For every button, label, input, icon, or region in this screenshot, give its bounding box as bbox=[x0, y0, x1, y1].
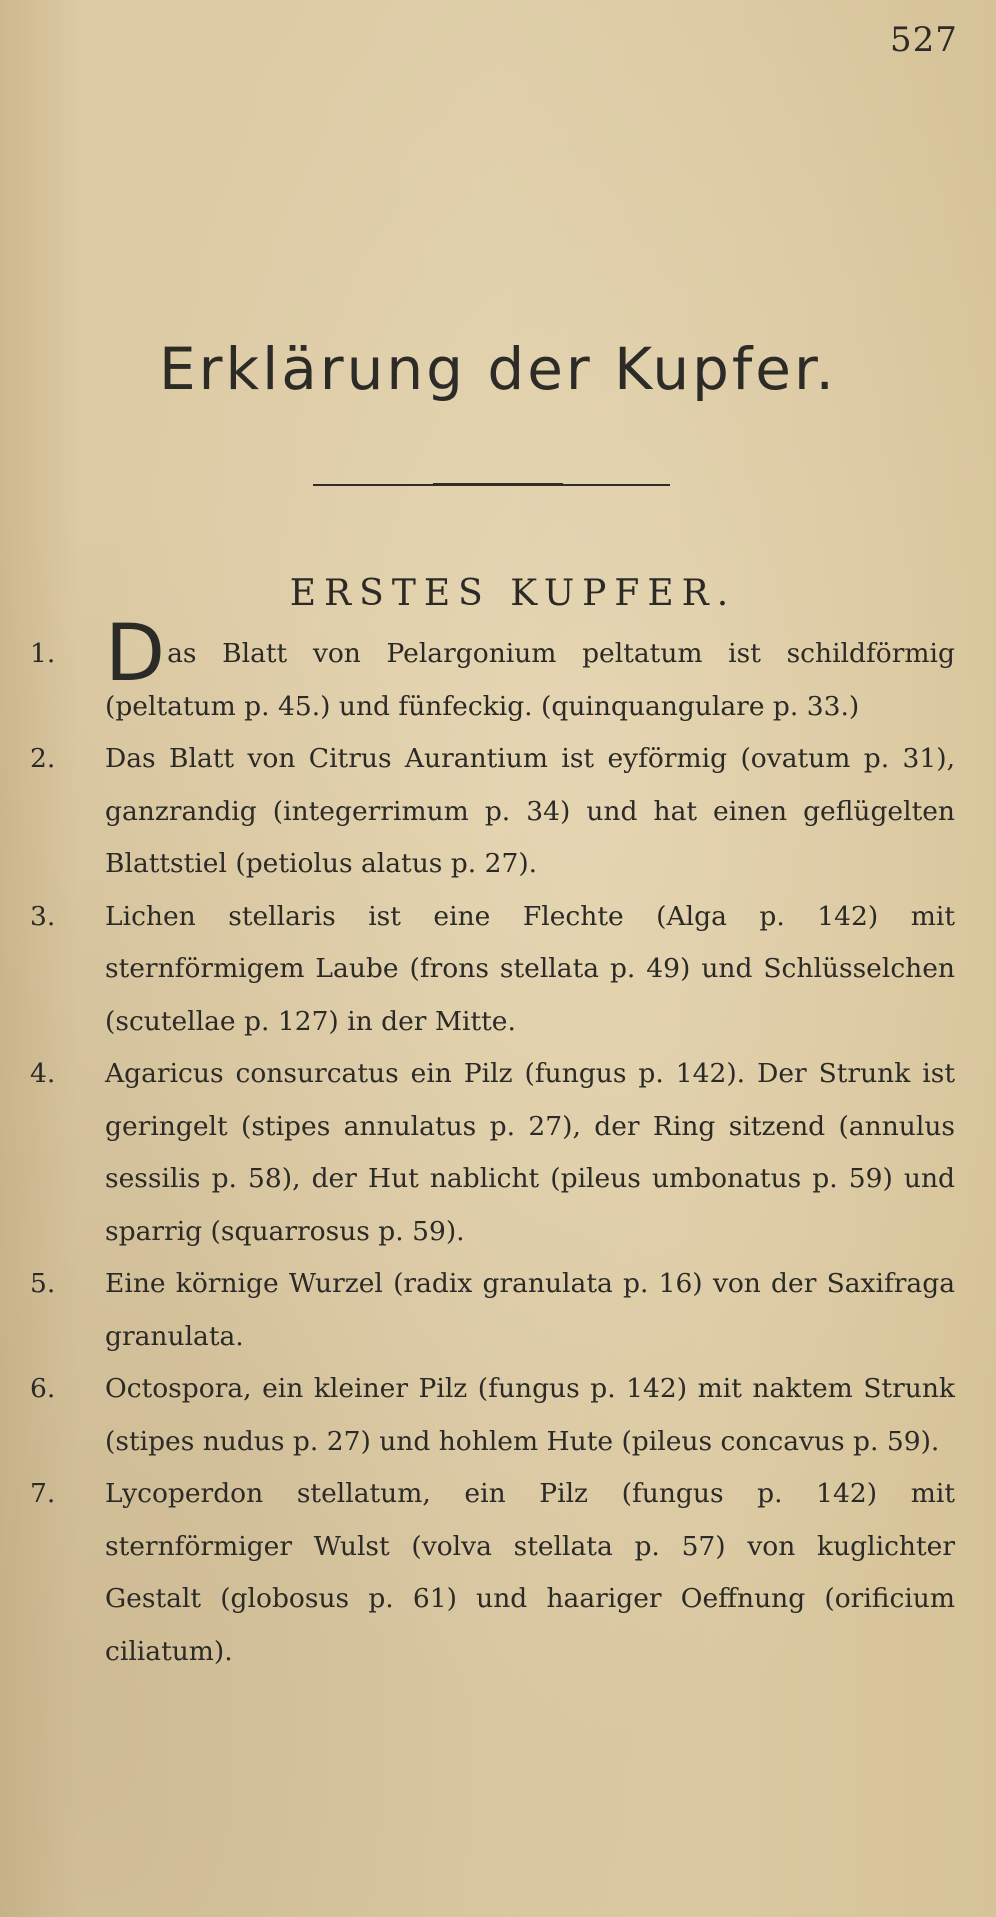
page-number: 527 bbox=[890, 20, 958, 60]
page-title: Erklärung der Kupfer. bbox=[159, 335, 837, 403]
item-text: Lichen stellaris ist eine Flechte (Alga p. 142) mit sternförmigem Laube (frons stellata p. 49) und Schlüsselchen (scutellae p. 127) in der Mitte. bbox=[105, 900, 955, 1037]
list-item bbox=[30, 1363, 955, 1468]
item-number: 4. bbox=[30, 1058, 56, 1089]
list-item bbox=[30, 733, 955, 891]
item-number: 6. bbox=[30, 1373, 56, 1404]
drop-cap-initial: D bbox=[105, 609, 166, 699]
list-item bbox=[30, 1048, 955, 1258]
item-text: Octospora, ein kleiner Pilz (fungus p. 142) mit naktem Strunk (stipes nudus p. 27) und hohlem Hute (pileus concavus p. 59). bbox=[105, 1373, 955, 1457]
item-text: Lycoperdon stellatum, ein Pilz (fungus p. 142) mit sternförmiger Wulst (volva stellata p. 57) von kuglichter Gestalt (globosus p. 61) und haariger Oeffnung (orificium ciliatum). bbox=[105, 1478, 955, 1667]
item-text: Eine körnige Wurzel (radix granulata p. 16) von der Saxifraga granulata. bbox=[105, 1268, 955, 1352]
item-text: Agaricus consurcatus ein Pilz (fungus p. 142). Der Strunk ist geringelt (stipes annulatus p. 27), der Ring sitzend (annulus sessilis p. 58), der Hut nablicht (pileus umbonatus p. 59) und sparrig (squarrosus p. 59). bbox=[105, 1058, 955, 1247]
list-item bbox=[30, 609, 955, 733]
list-item bbox=[30, 1258, 955, 1363]
list-item bbox=[30, 891, 955, 1049]
item-number: 7. bbox=[30, 1478, 56, 1509]
list-item bbox=[30, 1468, 955, 1678]
title-rule bbox=[313, 484, 670, 486]
item-text: as Blatt von Pelargonium peltatum ist schildförmig (peltatum p. 45.) und fünfeckig. (quinquangulare p. 33.) bbox=[105, 638, 955, 722]
item-number: 2. bbox=[30, 743, 56, 774]
item-text: Das Blatt von Citrus Aurantium ist eyförmig (ovatum p. 31), ganzrandig (integerrimum p. 34) und hat einen geflügelten Blattstiel (petiolus alatus p. 27). bbox=[105, 743, 955, 879]
plate-explanation-list bbox=[0, 609, 996, 1678]
section-heading: ERSTES KUPFER. bbox=[289, 573, 737, 614]
item-number: 1. bbox=[30, 638, 56, 669]
item-number: 5. bbox=[30, 1268, 56, 1299]
item-number: 3. bbox=[30, 900, 56, 932]
